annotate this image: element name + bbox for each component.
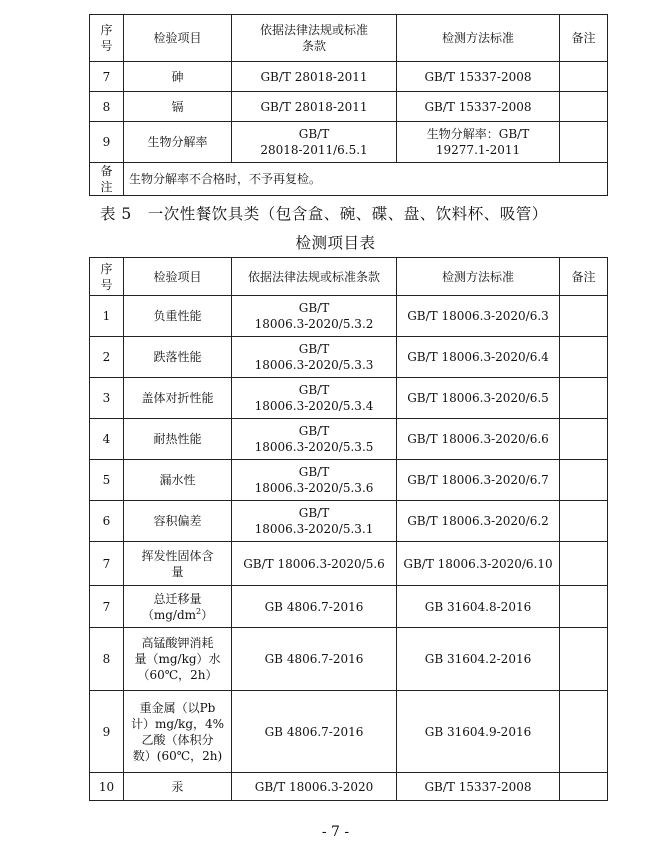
cell-item: 负重性能 <box>124 296 232 337</box>
cell-index: 4 <box>90 419 124 460</box>
table-caption-subtitle: 检测项目表 <box>295 234 376 252</box>
cell-standard-clause: 依据法律法规或标准 条款 <box>232 15 397 62</box>
table-row <box>90 296 608 337</box>
cell-item: 检验项目 <box>124 15 232 62</box>
table-1 <box>89 14 608 196</box>
cell-standard-clause: GB/T 18006.3-2020/5.3.6 <box>232 460 397 501</box>
cell-standard-clause: GB/T 28018-2011/6.5.1 <box>232 122 397 163</box>
cell-standard-clause: GB/T 18006.3-2020 <box>232 773 397 801</box>
cell-remark: 备注 <box>560 15 608 62</box>
cell-index: 8 <box>90 628 124 691</box>
cell-method: 生物分解率：GB/T 19277.1-2011 <box>397 122 560 163</box>
cell-remark <box>560 92 608 122</box>
cell-method: GB 31604.9-2016 <box>397 691 560 773</box>
cell-method: GB/T 15337-2008 <box>397 773 560 801</box>
cell-method: GB/T 18006.3-2020/6.7 <box>397 460 560 501</box>
cell-method: 检测方法标准 <box>397 15 560 62</box>
cell-index: 序 号 <box>90 258 124 296</box>
cell-method: 检测方法标准 <box>397 258 560 296</box>
cell-remark <box>560 773 608 801</box>
cell-standard-clause: GB/T 18006.3-2020/5.3.2 <box>232 296 397 337</box>
table-row <box>90 628 608 691</box>
cell-item: 汞 <box>124 773 232 801</box>
cell-item: 高锰酸钾消耗 量（mg/kg）水 （60℃，2h） <box>124 628 232 691</box>
note-text: 生物分解率不合格时，不予再复检。 <box>124 163 608 196</box>
cell-item: 生物分解率 <box>124 122 232 163</box>
cell-index: 1 <box>90 296 124 337</box>
table-row <box>90 501 608 542</box>
table-row <box>90 62 608 92</box>
cell-index: 3 <box>90 378 124 419</box>
cell-standard-clause: GB/T 18006.3-2020/5.3.3 <box>232 337 397 378</box>
cell-standard-clause: GB/T 28018-2011 <box>232 92 397 122</box>
cell-index: 7 <box>90 62 124 92</box>
cell-item: 漏水性 <box>124 460 232 501</box>
cell-method: GB/T 18006.3-2020/6.3 <box>397 296 560 337</box>
cell-standard-clause: GB 4806.7-2016 <box>232 586 397 628</box>
cell-item: 总迁移量 $(mg/dm^2)$ <box>124 586 232 628</box>
table-row <box>90 586 608 628</box>
cell-index: 7 <box>90 586 124 628</box>
cell-remark <box>560 337 608 378</box>
cell-method: GB/T 15337-2008 <box>397 62 560 92</box>
cell-remark <box>560 62 608 92</box>
cell-standard-clause: 依据法律法规或标准条款 <box>232 258 397 296</box>
cell-index: 7 <box>90 542 124 586</box>
cell-remark: 备注 <box>560 258 608 296</box>
cell-standard-clause: GB/T 18006.3-2020/5.3.5 <box>232 419 397 460</box>
table-row <box>90 691 608 773</box>
table-row <box>90 419 608 460</box>
cell-index: 9 <box>90 122 124 163</box>
cell-standard-clause: GB/T 28018-2011 <box>232 62 397 92</box>
cell-method: GB/T 18006.3-2020/6.6 <box>397 419 560 460</box>
table-note-row <box>90 163 608 196</box>
cell-remark <box>560 501 608 542</box>
cell-item: 容积偏差 <box>124 501 232 542</box>
table-row <box>90 773 608 801</box>
table-caption-title: 表 5 一次性餐饮具类（包含盒、碗、碟、盘、饮料杯、吸管） <box>100 205 548 223</box>
cell-standard-clause: GB/T 18006.3-2020/5.6 <box>232 542 397 586</box>
cell-method: GB/T 18006.3-2020/6.2 <box>397 501 560 542</box>
cell-method: GB/T 15337-2008 <box>397 92 560 122</box>
cell-remark <box>560 419 608 460</box>
cell-item: 耐热性能 <box>124 419 232 460</box>
cell-item: 跌落性能 <box>124 337 232 378</box>
cell-standard-clause: GB/T 18006.3-2020/5.3.1 <box>232 501 397 542</box>
cell-index: 序 号 <box>90 15 124 62</box>
cell-index: 2 <box>90 337 124 378</box>
cell-remark <box>560 122 608 163</box>
cell-standard-clause: GB/T 18006.3-2020/5.3.4 <box>232 378 397 419</box>
cell-remark <box>560 460 608 501</box>
cell-index: 8 <box>90 92 124 122</box>
cell-standard-clause: GB 4806.7-2016 <box>232 691 397 773</box>
page-number: - 7 - <box>321 824 350 840</box>
cell-item: 盖体对折性能 <box>124 378 232 419</box>
cell-index: 9 <box>90 691 124 773</box>
cell-remark <box>560 542 608 586</box>
table-row <box>90 92 608 122</box>
cell-index: 10 <box>90 773 124 801</box>
cell-remark <box>560 691 608 773</box>
cell-method: GB/T 18006.3-2020/6.4 <box>397 337 560 378</box>
cell-method: GB/T 18006.3-2020/6.10 <box>397 542 560 586</box>
cell-remark <box>560 628 608 691</box>
cell-method: GB 31604.8-2016 <box>397 586 560 628</box>
cell-standard-clause: GB 4806.7-2016 <box>232 628 397 691</box>
cell-index: 6 <box>90 501 124 542</box>
cell-item: 镉 <box>124 92 232 122</box>
cell-remark <box>560 586 608 628</box>
table-header-row <box>90 258 608 296</box>
cell-method: GB 31604.2-2016 <box>397 628 560 691</box>
cell-item: 检验项目 <box>124 258 232 296</box>
cell-method: GB/T 18006.3-2020/6.5 <box>397 378 560 419</box>
note-label: 备 注 <box>90 163 124 196</box>
table-2 <box>89 257 608 801</box>
table-row <box>90 460 608 501</box>
cell-remark <box>560 296 608 337</box>
cell-item: 挥发性固体含 量 <box>124 542 232 586</box>
cell-item: 重金属（以Pb 计）mg/kg，4% 乙酸（体积分 数）(60℃，2h) <box>124 691 232 773</box>
cell-remark <box>560 378 608 419</box>
table-row <box>90 378 608 419</box>
table-header-row <box>90 15 608 62</box>
cell-index: 5 <box>90 460 124 501</box>
table-row <box>90 122 608 163</box>
table-row <box>90 542 608 586</box>
cell-item: 砷 <box>124 62 232 92</box>
table-row <box>90 337 608 378</box>
